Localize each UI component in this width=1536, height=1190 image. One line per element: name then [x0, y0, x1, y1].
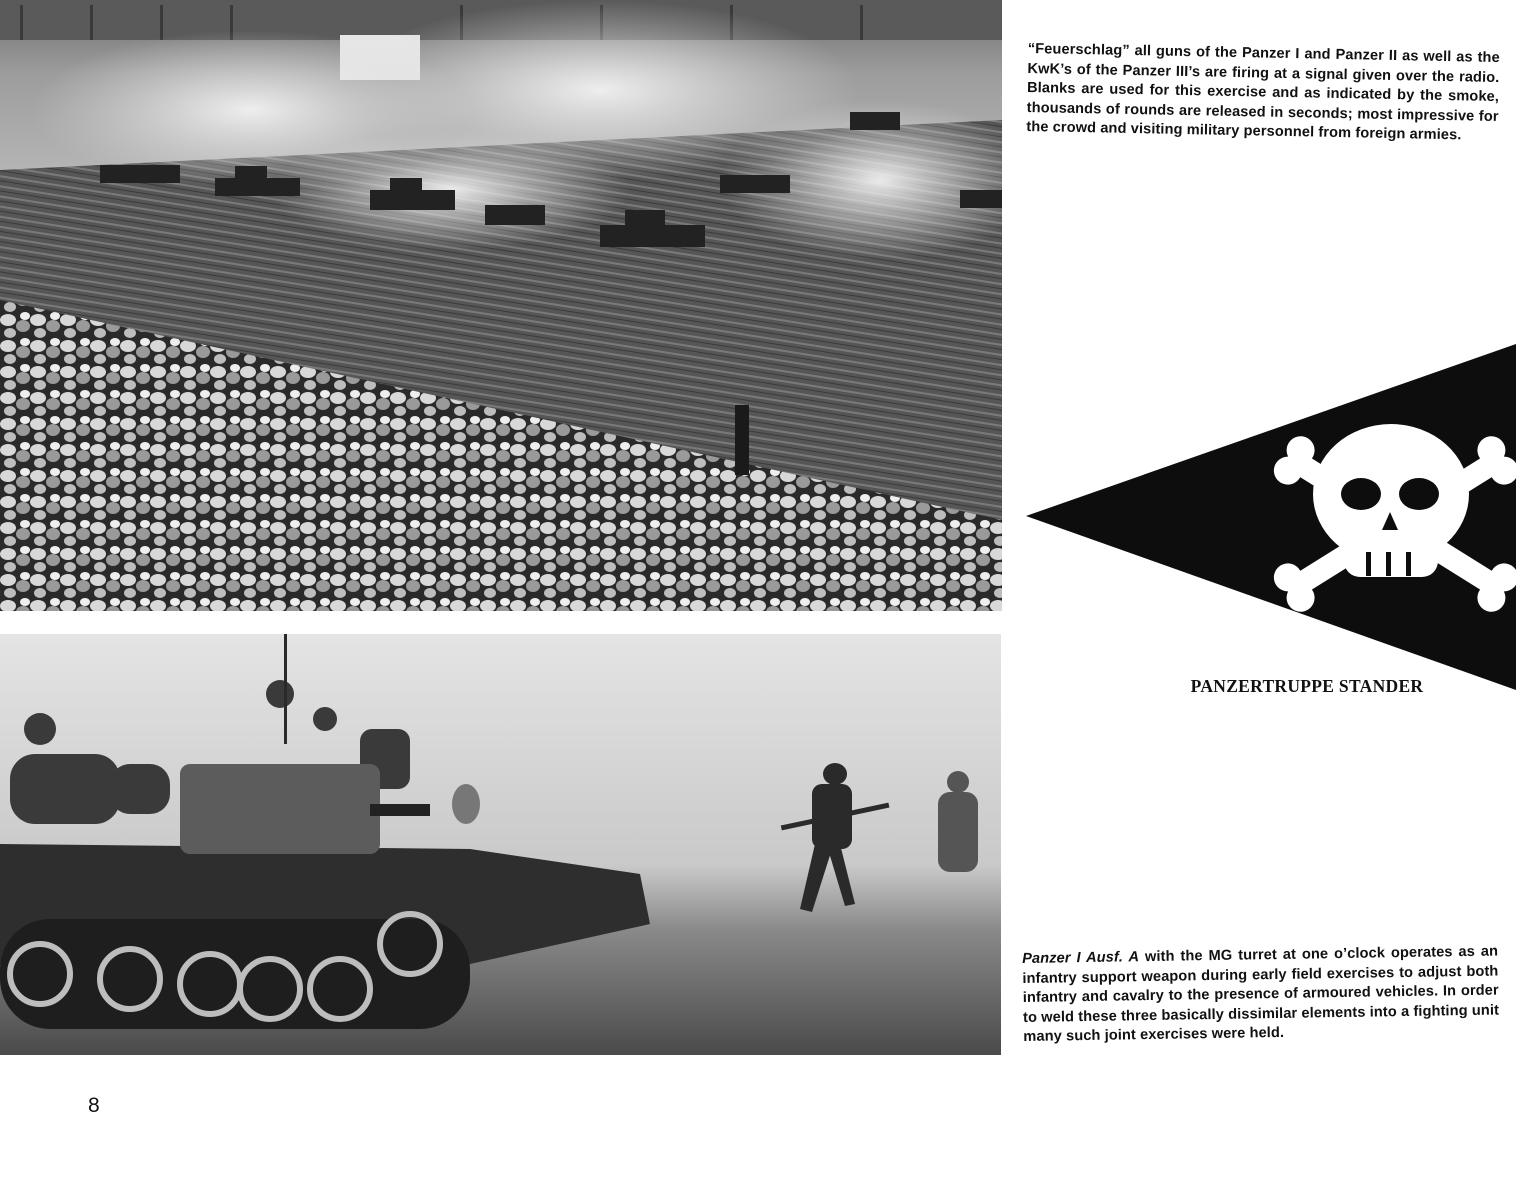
pennant-title: PANZERTRUPPE STANDER — [1190, 676, 1424, 696]
photo-tank-exercise-crowd — [0, 0, 1002, 611]
panzertruppe-pennant — [1026, 344, 1520, 690]
caption-panzer-i — [1022, 943, 1499, 1048]
photo-panzer-i-illustration — [0, 634, 1001, 1055]
photo-panzer-i-field-exercise — [0, 634, 1001, 1055]
photo-tank-exercise-illustration — [0, 0, 1002, 611]
page-number: 8 — [88, 1094, 100, 1117]
caption-tank-exercise: “Feuerschlag” all guns of the Panzer I and Panzer II as well as the KwK’s of the Panzer III’s are firing at a signal given over the radio. Blanks are used for this exercise and as indicated by the smoke, thousands of rounds are released in seconds; most impressive for the crowd and visiting military personnel from foreign armies. — [1026, 40, 1500, 144]
caption-body: with the MG turret at one o’clock operates as an infantry support weapon during early field exercises to adjust both infantry and cavalry to the presence of armoured vehicles. In order to weld these three basically dissimilar elements into a fighting unit many such joint exercises were held. — [1022, 943, 1500, 1045]
caption-vehicle-name: Panzer I Ausf. A — [1022, 949, 1140, 967]
